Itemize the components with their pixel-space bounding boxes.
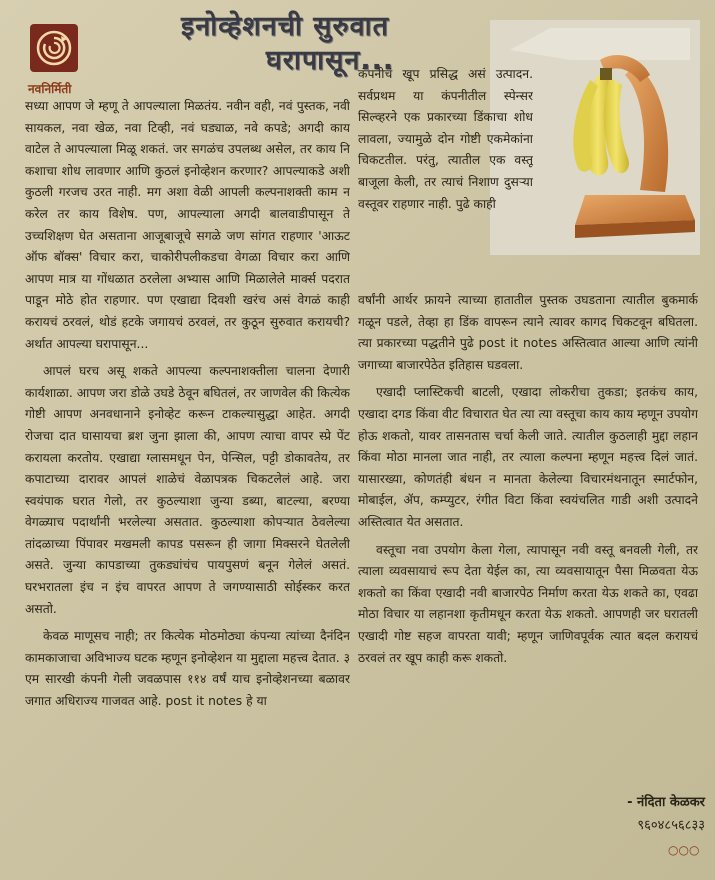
headline-line-2: घरापासून...: [265, 45, 395, 76]
paragraph: कंपनीचं खूप प्रसिद्ध असं उत्पादन. सर्वप्रथम या कंपनीतील स्पेन्सर सिल्व्हरने एक प्रकारच्या डिंकाचा शोध लावला, ज्यामुळे दोन गोष्टी एकमेकांना चिकटतील. परंतु, त्यातील एक वस्तू बाजूला केली, तर त्याचं निशाण दुसऱ्या वस्तूवर राहणार नाही. पुढे काही: [358, 67, 533, 211]
paragraph: आपलं घरच असू शकते आपल्या कल्पनाशक्तीला चालना देणारी कार्यशाळा. आपण जरा डोळे उघडे ठेवून बघितलं, तर जाणवेल की कित्येक गोष्टी आपण अनवधानाने इनोव्हेट करून टाकल्यासुद्धा आहेत. अगदी रोजचा दात घासायचा ब्रश जुना झाला की, आपण त्याचा वापर स्प्रे पेंट करायला करतोय. एखाद्या ग्लासमधून पेन, पेन्सिल, पट्टी डोकावतेय, तर कपाटाच्या दारावर आपलं शाळेचं वेळापत्रक चिकटलेलं आहे. जरा स्वयंपाक घरात गेलो, तर कुठल्याशा जुन्या डब्या, बाटल्या, बरण्या वेगळ्याच पदार्थांनी भरलेल्या असतात. कुठल्याशा कोपऱ्यात ठेवलेल्या तांदळाच्या पिंपावर मखमली कापड पसरून ही जागा मिक्सरने घेतलेली असते. जुन्या कापडाच्या तुकड्यांचंच पायपुसणं बनून गेलेलं असतं. घरभरातला इंच न इंच वापरत आपण ते जगण्यासाठी सोईस्कर करत असतो.: [25, 364, 350, 616]
headline-line-1: इनोव्हेशनची सुरुवात: [180, 11, 390, 42]
paragraph: वस्तूचा नवा उपयोग केला गेला, त्यापासून नवी वस्तू बनवली गेली, तर त्याला व्यवसायाचं रूप देता येईल का, त्या व्यवसायातून पैसा मिळवता येऊ शकतो का किंवा एखादी नवी बाजारपेठ निर्माण करता येऊ शकते का, एवढा मोठा विचार या लहानशा कृतीमधून करता येऊ शकतो. आपणही जर घरातली एखादी गोष्ट सहज वापरता यावी; म्हणून जाणिवपूर्वक त्यात बदल करायचं ठरवलं तर खूप काही करू शकतो.: [358, 542, 698, 665]
paragraph: एखादी प्लास्टिकची बाटली, एखादा लोकरीचा तुकडा; इतकंच काय, एखादा दगड किंवा वीट विचारात घेत त्या त्या वस्तूचा काय काय म्हणून उपयोग होऊ शकतो, यावर तासनतास चर्चा केली जाते. त्यातील कुठलाही मुद्दा लहान किंवा मोठा मानला जात नाही, तर त्याला कल्पना म्हणून महत्त्व दिलं जातं. यासारख्या, कोणतंही बंधन न मानता केलेल्या विचारमंथनातून स्मार्टफोन, मोबाईल, ॲप, कम्प्युटर, रंगीत विटा किंवा स्वयंचलित गाडी अशी उत्पादने अस्तित्वात येत असतात.: [358, 385, 698, 529]
end-mark: ○○○: [668, 843, 700, 857]
paragraph: सध्या आपण जे म्हणू ते आपल्याला मिळतंय. नवीन वही, नवं पुस्तक, नवी सायकल, नवा खेळ, नवा टिव्ही, नवं घड्याळ, नवे कपडे; अगदी काय वाटेल ते आपल्याला मिळू शकतं. जर सगळंच उपलब्ध असेल, तर काय नि कशाचा शोध लावणार आणि कुठलं इनोव्हेशन करणार? आपल्याकडे अशी कुठली गरजच उरत नाही. मग अशा वेळी आपली कल्पनाशक्ती काम न करेल तर काय विशेष. पण, आपल्याला अगदी बालवाडीपासून ते उच्चशिक्षण घेत असताना आजूबाजूचे सगळे जण सांगत राहणार 'आऊट ऑफ बॉक्स' विचार करा, चाकोरीपलीकडचा वेगळा विचार करा आणि आपण मात्र या गोंधळात ठरलेला अभ्यास आणि मिळालेले मार्क्स पदरात पाडून मोठे होत राहणार. पण एखाद्या दिवशी खरंच असं वेगळं काही करायचं ठरवलं, थोडं हटके जगायचं ठरवलं, तर कुठून सुरुवात करायची? अर्थात आपल्या घरापासून...: [25, 99, 350, 351]
spiral-icon: [30, 24, 78, 72]
paragraph: वर्षांनी आर्थर फ्रायने त्याच्या हातातील पुस्तक उघडताना त्यातील बुकमार्क गळून पडले, तेव्हा हा डिंक वापरून त्याने त्यावर कागद चिकटवून बघितला. त्या प्रकारच्या पद्धतीने पुढे post it notes अस्तित्वात आल्या आणि त्यांनी जगाच्या बाजारपेठेत इतिहास घडवला.: [358, 293, 698, 372]
section-label: नवनिर्मिती: [28, 82, 72, 96]
right-column: [358, 290, 698, 790]
author-phone: ९६०४८५६८३३: [637, 818, 705, 833]
section-logo: [30, 24, 78, 72]
paragraph: केवळ माणूसच नाही; तर कित्येक मोठमोठ्या कंपन्या त्यांच्या दैनंदिन कामकाजाचा अविभाज्य घटक म्हणून इनोव्हेशन या मुद्दाला महत्त्व देतात. ३ एम सारखी कंपनी गेली जवळपास ११४ वर्षं याच इनोव्हेशनच्या बळावर जगात अधिराज्य गाजवत आहे. post it notes हे या: [25, 629, 350, 709]
left-column: [25, 96, 350, 871]
author-byline: - नंदिता केळकर: [627, 795, 705, 810]
right-column-top: [358, 64, 533, 289]
